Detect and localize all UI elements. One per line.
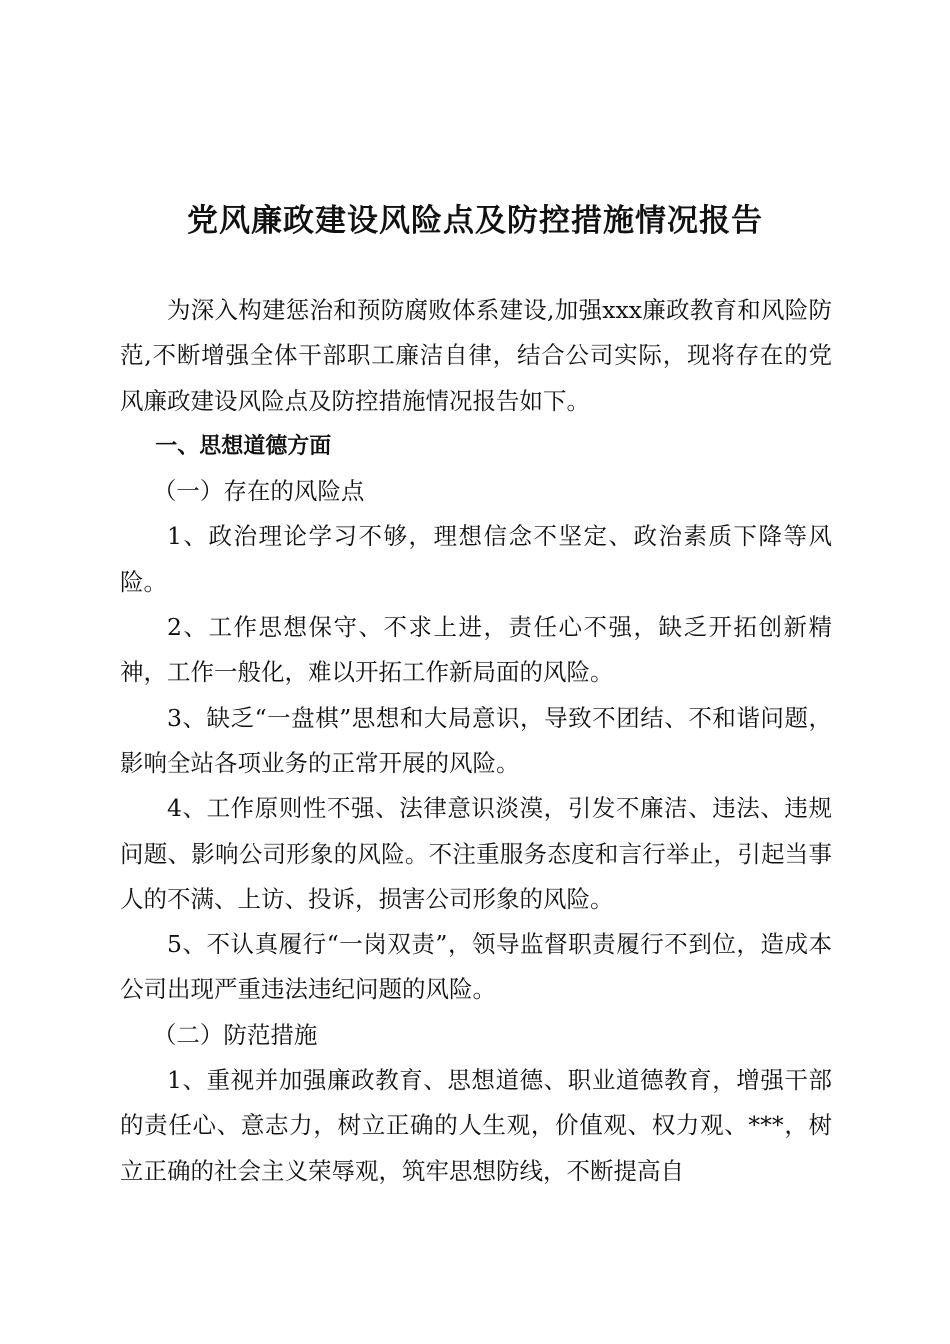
risk-item-1: 1、政治理论学习不够，理想信念不坚定、政治素质下降等风险。 (120, 522, 832, 596)
risk-item-5: 5、不认真履行“一岗双责”，领导监督职责履行不到位，造成本公司出现严重违法违纪问题的风险。 (120, 930, 832, 1004)
risk-item-3: 3、缺乏“一盘棋”思想和大局意识，导致不团结、不和谐问题，影响全站各项业务的正常开展的风险。 (120, 703, 832, 777)
intro-paragraph: 为深入构建惩治和预防腐败体系建设,加强xxx廉政教育和风险防范,不断增强全体干部职工廉洁自律，结合公司实际，现将存在的党风廉政建设风险点及防控措施情况报告如下。 (120, 296, 832, 415)
risk-item-2: 2、工作思想保守、不求上进，责任心不强，缺乏开拓创新精神，工作一般化，难以开拓工作新局面的风险。 (120, 613, 832, 687)
document-title: 党风廉政建设风险点及防控措施情况报告 (187, 203, 763, 239)
risk-item-4: 4、工作原则性不强、法律意识淡漠，引发不廉洁、违法、违规问题、影响公司形象的风险。不注重服务态度和言行举止，引起当事人的不满、上访、投诉，损害公司形象的风险。 (120, 794, 832, 913)
measure-item-1: 1、重视并加强廉政教育、思想道德、职业道德教育，增强干部的责任心、意志力，树立正确的人生观，价值观、权力观、***，树立正确的社会主义荣辱观，筑牢思想防线，不断提高自 (120, 1066, 832, 1185)
subsection-heading-risks: （一）存在的风险点 (152, 477, 365, 506)
subsection-heading-measures: （二）防范措施 (152, 1020, 318, 1049)
document-body (120, 288, 832, 1194)
section-heading-ideology: 一、思想道德方面 (155, 433, 332, 459)
